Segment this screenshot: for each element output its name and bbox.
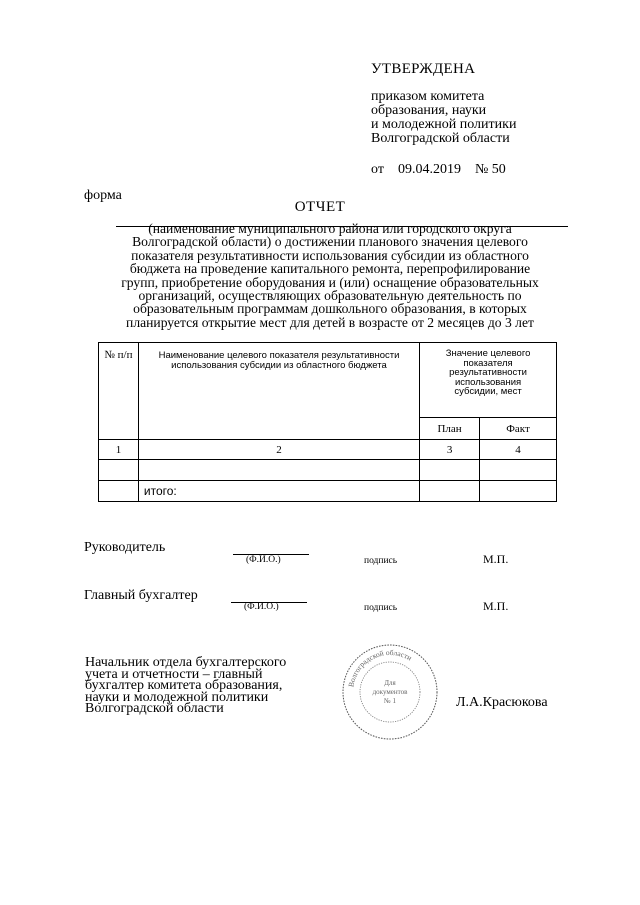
table-cell: [480, 481, 557, 502]
table-cell: 4: [480, 440, 557, 460]
description-line: групп, приобретение оборудования и (или) оснащение образовательных: [121, 274, 539, 290]
table-row: [99, 440, 557, 460]
report-table: [98, 342, 557, 502]
header-indicator-value: Значение целевого показателя результативности использования субсидии, мест: [420, 343, 557, 418]
table-cell: [480, 460, 557, 481]
table-cell: [138, 460, 419, 481]
head-fio: (Ф.И.О.): [246, 555, 281, 565]
stamp-center-line: № 1: [384, 697, 396, 705]
header-indicator-name: Наименование целевого показателя результативности использования субсидии из областного бюджета: [138, 343, 419, 440]
description-line: планируется открытие мест для детей в возрасте от 2 месяцев до 3 лет: [126, 314, 534, 330]
accountant-fio: (Ф.И.О.): [244, 602, 279, 612]
approval-heading: УТВЕРЖДЕНА: [371, 61, 476, 77]
chief-position-line: науки и молодежной политики: [85, 689, 269, 705]
stamp-center-line: Для: [384, 679, 396, 687]
table-row: [99, 481, 557, 502]
approval-line: Волгоградской области: [371, 131, 510, 146]
accountant-seal: М.П.: [483, 599, 509, 613]
head-label: Руководитель: [84, 540, 166, 555]
approval-block: [371, 62, 520, 177]
total-label: итого:: [138, 481, 419, 502]
table-cell: [420, 460, 480, 481]
stamp-seal: [340, 642, 440, 742]
chief-position: [85, 657, 286, 715]
approval-date: 09.04.2019: [397, 162, 461, 177]
description-line: образовательным программам дошкольного образования, в которых: [133, 301, 527, 317]
header-plan: План: [420, 418, 480, 440]
header-number: № п/п: [99, 343, 139, 440]
table-cell: [99, 460, 139, 481]
table-cell: 1: [99, 440, 139, 460]
stamp-ring-text: Волгоградской области: [346, 647, 414, 688]
form-label: форма: [84, 188, 122, 203]
accountant-signature-caption: подпись: [364, 603, 398, 613]
table-cell: [420, 481, 480, 502]
description-line: показателя результативности использования субсидии из областного: [131, 247, 529, 263]
approval-line: приказом комитета: [371, 89, 485, 104]
date-prefix: от: [371, 162, 384, 177]
chief-position-line: Волгоградской области: [85, 701, 224, 716]
approval-line: образования, науки: [371, 103, 487, 118]
description-line: организаций, осуществляющих образовательную деятельность по: [138, 288, 522, 304]
description-line: бюджета на проведение капитального ремонта, перепрофилирование: [129, 261, 531, 277]
table-cell: [99, 481, 139, 502]
document-title: ОТЧЕТ: [294, 199, 346, 215]
chief-name: Л.А.Красюкова: [456, 695, 548, 710]
accountant-label: Главный бухгалтер: [84, 588, 198, 603]
approval-line: и молодежной политики: [371, 117, 517, 132]
head-signature-caption: подпись: [364, 556, 398, 566]
description-line: Волгоградской области) о достижении планового значения целевого: [132, 234, 528, 250]
stamp-center-line: документов: [372, 688, 408, 696]
table-cell: 3: [420, 440, 480, 460]
chief-position-line: учета и отчетности – главный: [85, 666, 263, 682]
header-fact: Факт: [480, 418, 557, 440]
head-seal: М.П.: [483, 552, 509, 566]
chief-position-line: Начальник отдела бухгалтерского: [85, 655, 287, 670]
approval-number: № 50: [474, 162, 506, 177]
description-line: (наименование муниципального района или городского округа: [148, 221, 512, 236]
table-row: [99, 460, 557, 481]
report-description: [90, 222, 570, 329]
table-cell: 2: [138, 440, 419, 460]
chief-position-line: бухгалтер комитета образования,: [85, 678, 283, 693]
approval-date-line: [371, 163, 520, 177]
